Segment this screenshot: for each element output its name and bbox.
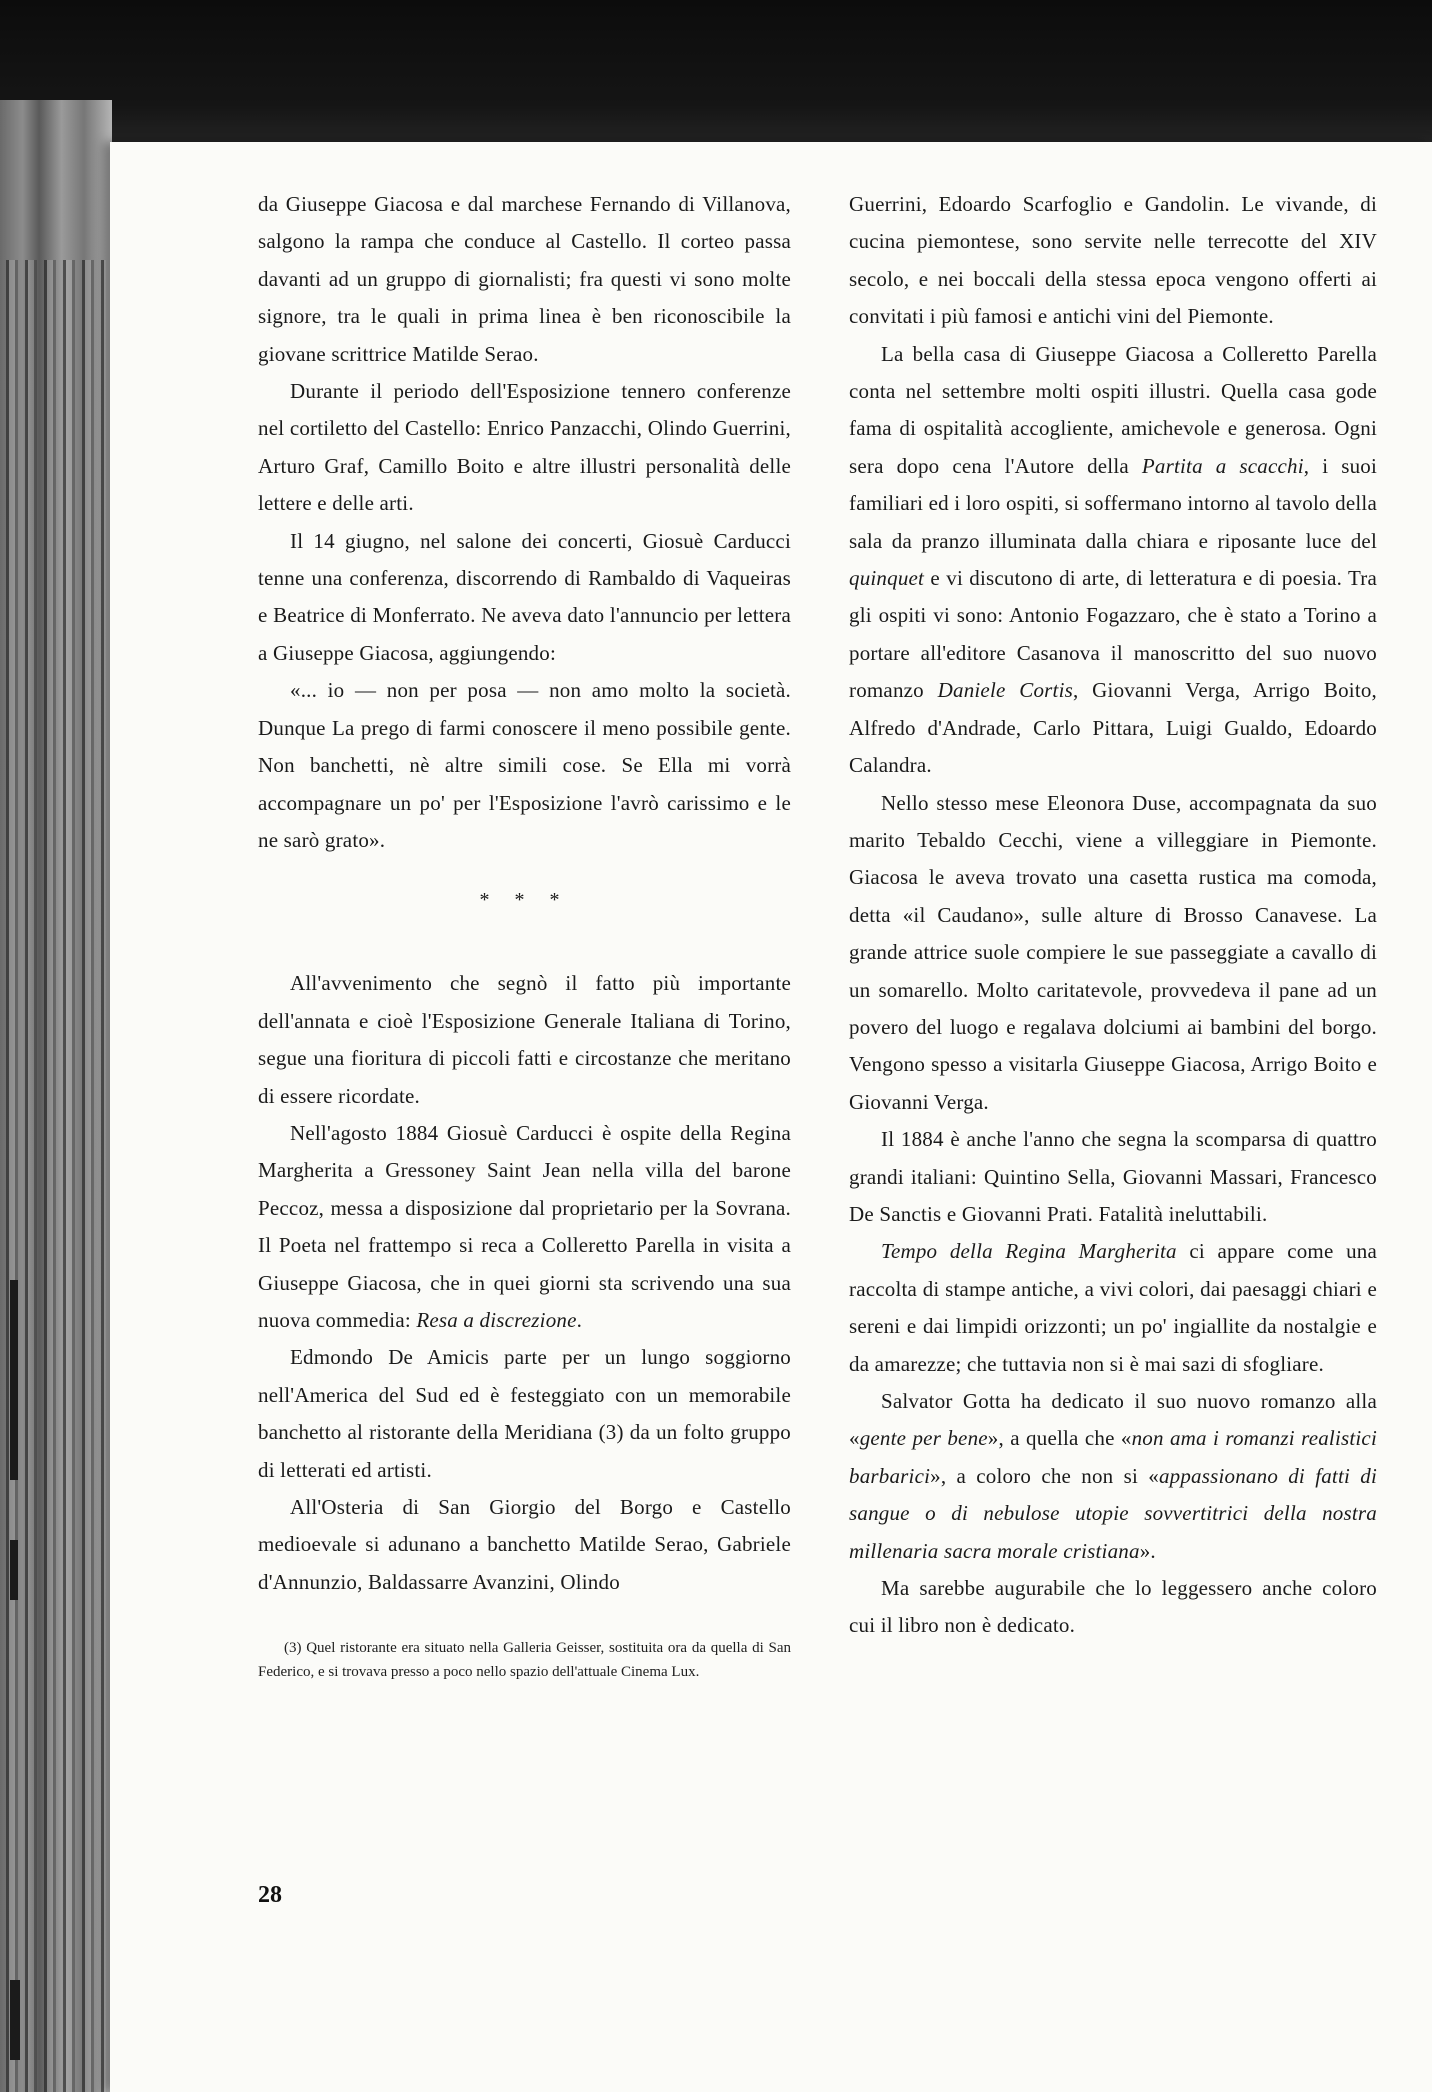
title-italic: Partita a scacchi <box>1141 453 1304 478</box>
paragraph: da Giuseppe Giacosa e dal marchese Fernando di Villanova, salgono la rampa che conduce al Castello. Il corteo passa davanti ad un gruppo di giornalisti; fra questi vi sono molte signore, tra le quali in prima linea è ben riconoscibile la giovane scrittrice Matilde Serao. <box>258 192 791 366</box>
section-separator: * * * <box>479 889 570 912</box>
scan-dark-border-top <box>0 0 1432 150</box>
paragraph: Salvator Gotta ha dedicato il suo nuovo romanzo alla «gente per bene», a quella che «non ama i romanzi realistici barbarici», a coloro che non si «appassionano di fatti di sangue o di nebulose utopie sovvertitrici della nostra millenaria sacra morale cristiana». <box>849 1389 1377 1563</box>
binding-mark <box>10 1280 18 1480</box>
paragraph: All'avvenimento che segnò il fatto più importante dell'annata e cioè l'Esposizione Generale Italiana di Torino, segue una fioritura di piccoli fatti e circostanze che meritano di essere ricordate. <box>258 971 791 1108</box>
page-number: 28 <box>258 1882 282 1908</box>
footnote: (3) Quel ristorante era situato nella Galleria Geisser, sostituita ora da quella di San Federico, e si trovava presso a poco nello spazio dell'attuale Cinema Lux. <box>258 1640 791 1680</box>
paragraph: Il 1884 è anche l'anno che segna la scomparsa di quattro grandi italiani: Quintino Sella, Giovanni Massari, Francesco De Sanctis e Giovanni Prati. Fatalità ineluttabili. <box>849 1127 1377 1226</box>
paragraph: Nell'agosto 1884 Giosuè Carducci è ospite della Regina Margherita a Gressoney Saint Jean nella villa del barone Peccoz, messa a disposizione dal proprietario per la Sovrana. Il Poeta nel frattempo si reca a Colleretto Parella in visita a Giuseppe Giacosa, che in quei giorni sta scrivendo una sua nuova commedia: Resa a discrezione. <box>258 1120 791 1332</box>
quote-italic: non ama i romanzi realistici barbarici <box>849 1426 1377 1488</box>
text-column-left <box>258 186 791 1601</box>
book-binding-edge <box>0 100 112 2092</box>
title-italic: Resa a discrezione <box>416 1307 577 1332</box>
binding-mark <box>10 1540 18 1600</box>
paragraph: La bella casa di Giuseppe Giacosa a Colleretto Parella conta nel settembre molti ospiti illustri. Quella casa gode fama di ospitalità accogliente, amichevole e generosa. Ogni sera dopo cena l'Autore della Partita a scacchi, i suoi familiari ed i loro ospiti, si soffermano intorno al tavolo della sala da pranzo illuminata dalla chiara e riposante luce del quinquet e vi discutono di arte, di letteratura e di poesia. Tra gli ospiti vi sono: Antonio Fogazzaro, che è stato a Torino a portare all'editore Casanova il manoscritto del suo nuovo romanzo Daniele Cortis, Giovanni Verga, Arrigo Boito, Alfredo d'Andrade, Carlo Pittara, Luigi Gualdo, Edoardo Calandra. <box>849 341 1378 778</box>
title-italic: Tempo della Regina Margherita <box>881 1239 1177 1264</box>
paragraph: Nello stesso mese Eleonora Duse, accompagnata da suo marito Tebaldo Cecchi, viene a villeggiare in Piemonte. Giacosa le aveva trovato una casetta rustica ma comoda, detta «il Caudano», sulle alture di Brosso Canavese. La grande attrice suole compiere le sue passeggiate a cavallo di un somarello. Molto caritatevole, provvedeva il pane ad un povero del luogo e regalava dolciumi ai bambini del borgo. Vengono spesso a visitarla Giuseppe Giacosa, Arrigo Boito e Giovanni Verga. <box>849 790 1377 1114</box>
quote-italic: appassionano di fatti di sangue o di nebulose utopie sovvertitrici della nostra millenaria sacra morale cristiana <box>849 1463 1377 1563</box>
binding-mark <box>10 1980 20 2060</box>
binding-page-edges <box>6 260 106 2092</box>
text-column-right <box>849 186 1377 1645</box>
term-italic: quinquet <box>849 566 925 591</box>
quotation: «... io — non per posa — non amo molto la società. Dunque La prego di farmi conoscere il meno possibile gente. Non banchetti, nè altre simili cose. Se Ella mi vorrà accompagnare un po' per l'Esposizione l'avrò carissimo e le ne sarò grato». <box>258 678 791 852</box>
paragraph: Edmondo De Amicis parte per un lungo soggiorno nell'America del Sud ed è festeggiato con un memorabile banchetto al ristorante della Meridiana (3) da un folto gruppo di letterati ed artisti. <box>258 1345 791 1482</box>
paragraph: Guerrini, Edoardo Scarfoglio e Gandolin. Le vivande, di cucina piemontese, sono servite nelle terrecotte del XIV secolo, e nei boccali della stessa epoca vengono offerti ai convitati i più famosi e antichi vini del Piemonte. <box>849 192 1377 329</box>
quote-italic: gente per bene <box>859 1426 988 1451</box>
paragraph: Durante il periodo dell'Esposizione tennero conferenze nel cortiletto del Castello: Enrico Panzacchi, Olindo Guerrini, Arturo Graf, Camillo Boito e altre illustri personalità delle lettere e delle arti. <box>258 379 791 516</box>
title-italic: Daniele Cortis <box>937 678 1073 703</box>
paragraph: Ma sarebbe augurabile che lo leggessero anche coloro cui il libro non è dedicato. <box>849 1576 1377 1638</box>
paragraph: Tempo della Regina Margherita ci appare come una raccolta di stampe antiche, a vivi colori, dai paesaggi chiari e sereni e dai limpidi orizzonti; un po' ingiallite da nostalgie e da amarezze; che tuttavia non si è mai sazi di sfogliare. <box>849 1239 1377 1376</box>
paragraph: All'Osteria di San Giorgio del Borgo e Castello medioevale si adunano a banchetto Matilde Serao, Gabriele d'Annunzio, Baldassarre Avanzini, Olindo <box>258 1495 791 1594</box>
paragraph: Il 14 giugno, nel salone dei concerti, Giosuè Carducci tenne una conferenza, discorrendo di Rambaldo di Vaqueiras e Beatrice di Monferrato. Ne aveva dato l'annuncio per lettera a Giuseppe Giacosa, aggiungendo: <box>258 528 791 665</box>
